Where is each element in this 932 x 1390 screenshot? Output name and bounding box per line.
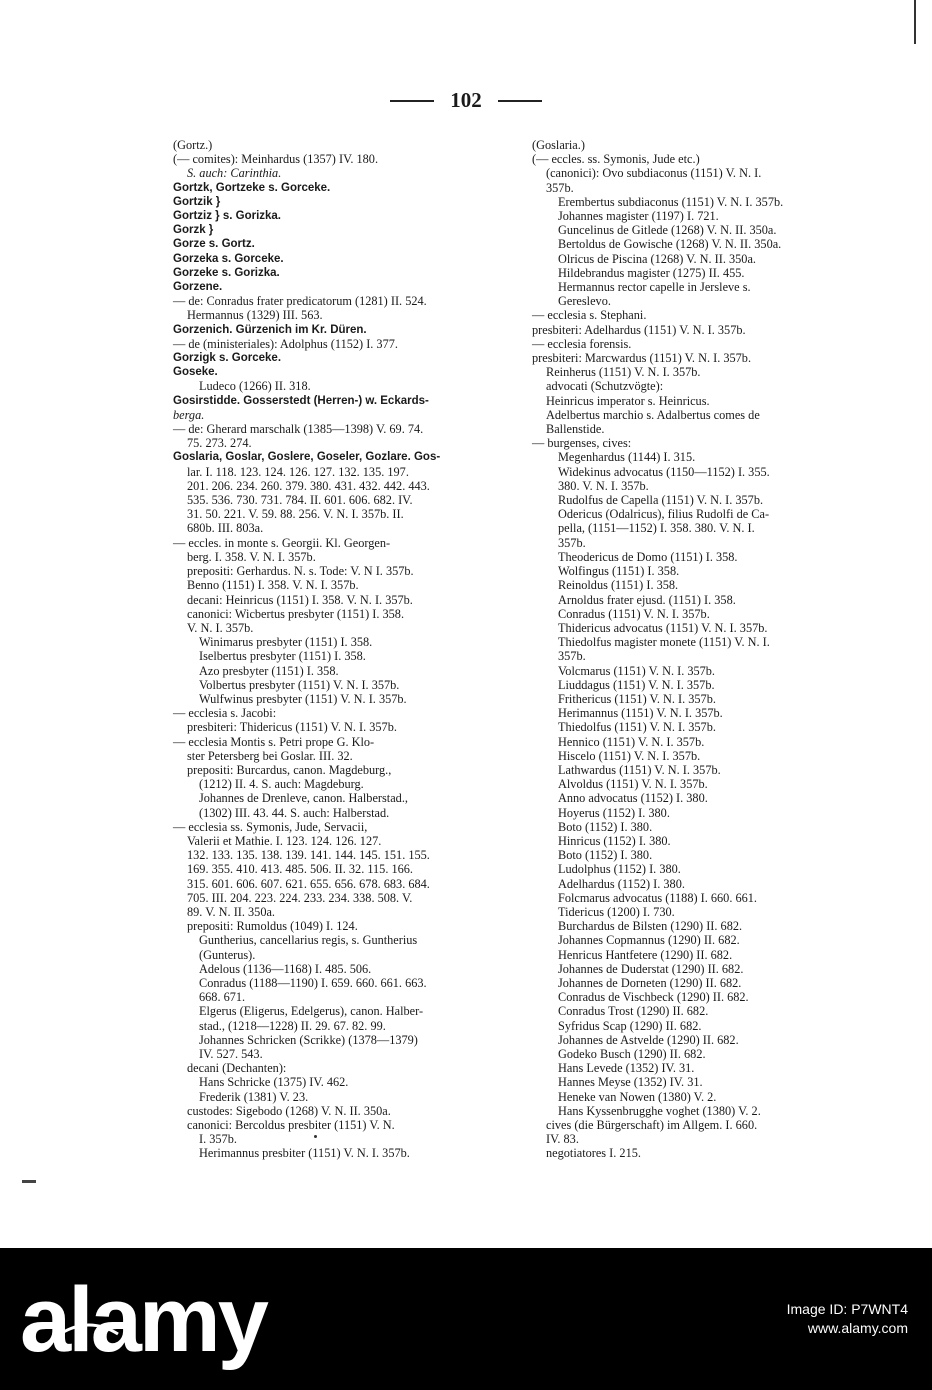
index-entry-line: — de: Gherard marschalk (1385—1398) V. 69. 74.	[173, 422, 424, 437]
index-entry-line: Thiedolfus (1151) V. N. I. 357b.	[558, 720, 716, 735]
index-entry-line: canonici: Wicbertus presbyter (1151) I. 358.	[187, 606, 405, 621]
index-entry-line: Gorzeka s. Gorceke.	[173, 252, 284, 265]
index-entry-line: Goslaria, Goslar, Goslere, Goseler, Gozlare. Gos-	[173, 451, 441, 464]
index-entry-line: Heneke van Nowen (1380) V. 2.	[558, 1089, 717, 1104]
index-entry-line: — ecclesia forensis.	[532, 336, 632, 351]
index-entry-line: 357b.	[558, 649, 586, 664]
header-rule-right	[498, 100, 542, 102]
index-entry-line: Thidericus advocatus (1151) V. N. I. 357b.	[558, 620, 768, 635]
right-column	[532, 138, 860, 1161]
index-entry-line: Johannes de Astvelde (1290) II. 682.	[558, 1032, 739, 1047]
index-entry-line: Wulfwinus presbyter (1151) V. N. I. 357b.	[199, 691, 407, 706]
index-entry-line: 201. 206. 234. 260. 379. 380. 431. 432. 442. 443.	[187, 478, 430, 493]
index-entry-line: Volcmarus (1151) V. N. I. 357b.	[558, 663, 716, 678]
index-entry-line: (— eccles. ss. Symonis, Jude etc.)	[532, 152, 700, 167]
index-entry-line: Gortzik }	[173, 195, 221, 208]
index-entry-line: Frithericus (1151) V. N. I. 357b.	[558, 691, 716, 706]
index-entry-line: advocati (Schutzvögte):	[546, 379, 664, 394]
index-entry-line: ster Petersberg bei Goslar. III. 32.	[187, 748, 353, 763]
index-entry-line: Goseke.	[173, 366, 218, 379]
index-entry-line: Lathwardus (1151) V. N. I. 357b.	[558, 762, 721, 777]
site-url: www.alamy.com	[807, 1320, 908, 1336]
index-entry-line: berg. I. 358. V. N. I. 357b.	[187, 549, 316, 564]
index-entry-line: Ludolphus (1152) I. 380.	[558, 862, 681, 877]
index-entry-line: prepositi: Rumoldus (1049) I. 124.	[187, 919, 358, 934]
index-entry-line: negotiatores I. 215.	[546, 1146, 641, 1161]
index-entry-line: Boto (1152) I. 380.	[558, 848, 653, 863]
index-entry-line: Bertoldus de Gowische (1268) V. N. II. 350a.	[558, 237, 782, 252]
image-id: Image ID: P7WNT4	[786, 1301, 908, 1317]
index-entry-line: Hildebrandus magister (1275) II. 455.	[558, 265, 745, 280]
index-entry-line: I. 357b.	[199, 1132, 237, 1147]
index-entry-line: Hermannus rector capelle in Jersleve s.	[558, 280, 751, 295]
index-entry-line: Gorzk }	[173, 224, 214, 237]
index-entry-line: Burchardus de Bilsten (1290) II. 682.	[558, 919, 743, 934]
index-entry-line: Ludeco (1266) II. 318.	[199, 379, 311, 394]
index-entry-line: — ecclesia ss. Symonis, Jude, Servacii,	[173, 819, 368, 834]
index-entry-line: prepositi: Gerhardus. N. s. Tode: V. N I. 357b.	[187, 564, 414, 579]
index-entry-line: Megenhardus (1144) I. 315.	[558, 450, 696, 465]
index-entry-line: Conradus (1151) V. N. I. 357b.	[558, 606, 710, 621]
page-edge-line	[914, 0, 916, 44]
index-entry-line: (1302) III. 43. 44. S. auch: Halberstad.	[199, 805, 390, 820]
index-entry-line: cives (die Bürgerschaft) im Allgem. I. 660.	[546, 1118, 758, 1133]
index-entry-line: Widekinus advocatus (1150—1152) I. 355.	[558, 464, 770, 479]
page-header	[0, 88, 932, 113]
index-entry-line: Olricus de Piscina (1268) V. N. II. 350a.	[558, 251, 756, 266]
index-entry-line: Godeko Busch (1290) II. 682.	[558, 1047, 706, 1061]
index-entry-line: — ecclesia Montis s. Petri prope G. Klo-	[173, 734, 375, 749]
index-entry-line: Conradus Trost (1290) II. 682.	[558, 1004, 709, 1019]
ink-dot	[314, 1135, 317, 1138]
index-entry-line: — de: Conradus frater predicatorum (1281) II. 524.	[173, 294, 427, 309]
index-entry-line: 357b.	[558, 535, 586, 550]
index-entry-line: Gorzenich. Gürzenich im Kr. Düren.	[173, 323, 367, 336]
index-entry-line: Guntherius, cancellarius regis, s. Guntherius	[199, 933, 418, 948]
index-entry-line: — de (ministeriales): Adolphus (1152) I. 377.	[173, 336, 398, 351]
index-entry-line: (Gunterus).	[199, 947, 256, 962]
index-entry-line: Erembertus subdiaconus (1151) V. N. I. 357b.	[558, 194, 784, 209]
index-entry-line: Gereslevo.	[558, 294, 611, 309]
index-entry-line: Hans Levede (1352) IV. 31.	[558, 1061, 695, 1076]
index-entry-line: — eccles. in monte s. Georgii. Kl. Georgen-	[173, 535, 391, 550]
index-entry-line: Johannes Copmannus (1290) II. 682.	[558, 933, 740, 948]
left-column	[173, 138, 513, 1161]
alamy-logo-icon	[58, 1318, 120, 1338]
index-entry-line: Rudolfus de Capella (1151) V. N. I. 357b.	[558, 493, 764, 508]
index-entry-line: Iselbertus presbyter (1151) I. 358.	[199, 649, 366, 664]
index-entry-line: decani: Heinricus (1151) I. 358. V. N. I. 357b.	[187, 592, 413, 607]
index-entry-line: Folcmarus advocatus (1188) I. 660. 661.	[558, 890, 757, 905]
index-entry-line: V. N. I. 357b.	[187, 620, 254, 635]
index-entry-line: Theodericus de Domo (1151) I. 358.	[558, 549, 738, 564]
index-entry-line: Winimarus presbyter (1151) I. 358.	[199, 635, 373, 650]
index-entry-line: Adelous (1136—1168) I. 485. 506.	[199, 961, 372, 976]
index-entry-line: Azo presbyter (1151) I. 358.	[199, 663, 339, 678]
index-entry-line: — ecclesia s. Stephani.	[532, 308, 647, 323]
watermark-brand: alamy	[20, 1269, 266, 1371]
index-entry-line: 315. 601. 606. 607. 621. 655. 656. 678. 683. 684.	[187, 876, 430, 891]
index-entry-line: Conradus (1188—1190) I. 659. 660. 661. 663.	[199, 975, 427, 990]
index-entry-line: Adelhardus (1152) I. 380.	[558, 876, 685, 891]
index-entry-line: Reinherus (1151) V. N. I. 357b.	[546, 365, 701, 380]
index-entry-line: 535. 536. 730. 731. 784. II. 601. 606. 682. IV.	[187, 493, 413, 508]
index-entry-line: (Goslaria.)	[532, 138, 585, 152]
watermark-info	[787, 1300, 908, 1338]
index-entry-line: decani (Dechanten):	[187, 1061, 287, 1076]
index-entry-line: Gortziz } s. Gorizka.	[173, 210, 281, 223]
page-number: 102	[450, 88, 482, 112]
index-entry-line: — ecclesia s. Jacobi:	[173, 706, 277, 721]
index-entry-line: Hoyerus (1152) I. 380.	[558, 805, 670, 820]
index-entry-line: Hermannus (1329) III. 563.	[187, 308, 323, 323]
index-entry-line: Hiscelo (1151) V. N. I. 357b.	[558, 748, 701, 763]
index-entry-line: Benno (1151) I. 358. V. N. I. 357b.	[187, 578, 359, 593]
index-entry-line: Valerii et Mathie. I. 123. 124. 126. 127.	[187, 833, 382, 848]
index-entry-line: presbiteri: Marcwardus (1151) V. N. I. 357b.	[532, 351, 752, 366]
index-entry-line: (Gortz.)	[173, 138, 213, 152]
watermark-banner	[0, 1248, 932, 1390]
index-entry-line: Wolfingus (1151) I. 358.	[558, 564, 680, 579]
index-entry-line: (— comites): Meinhardus (1357) IV. 180.	[173, 152, 379, 167]
index-entry-line: canonici: Bercoldus presbiter (1151) V. N.	[187, 1118, 395, 1133]
index-entry-line: pella, (1151—1152) I. 358. 380. V. N. I.	[558, 521, 755, 536]
index-entry-line: Henricus Hantfetere (1290) II. 682.	[558, 947, 733, 962]
index-entry-line: Gosirstidde. Gosserstedt (Herren-) w. Eckards-	[173, 394, 429, 407]
index-entry-line: — burgenses, cives:	[532, 436, 632, 451]
index-entry-line: Boto (1152) I. 380.	[558, 819, 653, 834]
index-entry-line: (canonici): Ovo subdiaconus (1151) V. N. I.	[546, 166, 762, 181]
index-entry-line: Odericus (Odalricus), filius Rudolfi de Ca-	[558, 507, 770, 522]
index-entry-line: (1212) II. 4. S. auch: Magdeburg.	[199, 777, 364, 792]
index-entry-line: Hennico (1151) V. N. I. 357b.	[558, 734, 705, 749]
header-rule-left	[390, 100, 434, 102]
index-entry-line: Johannes magister (1197) I. 721.	[558, 209, 719, 224]
index-entry-line: Tidericus (1200) I. 730.	[558, 904, 675, 919]
index-entry-line: Anno advocatus (1152) I. 380.	[558, 791, 708, 806]
index-entry-line: Volbertus presbyter (1151) V. N. I. 357b.	[199, 677, 400, 692]
index-entry-line: 75. 273. 274.	[187, 436, 252, 451]
index-entry-line: Gorzigk s. Gorceke.	[173, 352, 282, 365]
index-entry-line: Elgerus (Eligerus, Edelgerus), canon. Halber-	[199, 1004, 424, 1019]
index-entry-line: 31. 50. 221. V. 59. 88. 256. V. N. I. 357b. II.	[187, 507, 404, 522]
index-entry-line: 357b.	[546, 180, 574, 195]
scan-speck	[22, 1180, 36, 1183]
index-entry-line: prepositi: Burcardus, canon. Magdeburg.,	[187, 762, 392, 777]
index-entry-line: Gorze s. Gortz.	[173, 238, 255, 251]
index-entry-line: Herimannus (1151) V. N. I. 357b.	[558, 706, 723, 721]
index-entry-line: S. auch: Carinthia.	[187, 166, 282, 181]
index-entry-line: Syfridus Scap (1290) II. 682.	[558, 1018, 702, 1033]
index-entry-line: Hans Kyssenbrugghe voghet (1380) V. 2.	[558, 1103, 761, 1118]
index-entry-line: 89. V. N. II. 350a.	[187, 904, 276, 919]
index-entry-line: Adelbertus marchio s. Adalbertus comes de	[546, 407, 760, 422]
index-entry-line: Conradus de Vischbeck (1290) II. 682.	[558, 990, 749, 1005]
index-entry-line: Heinricus imperator s. Heinricus.	[546, 393, 710, 408]
index-entry-line: Gortzk, Gortzeke s. Gorceke.	[173, 181, 331, 194]
index-entry-line: IV. 83.	[546, 1132, 579, 1147]
index-entry-line: IV. 527. 543.	[199, 1047, 263, 1061]
index-entry-line: 380. V. N. I. 357b.	[558, 478, 649, 493]
index-entry-line: Reinoldus (1151) I. 358.	[558, 578, 679, 593]
index-entry-line: Johannes Schricken (Scrikke) (1378—1379)	[199, 1032, 418, 1047]
index-entry-line: Ballenstide.	[546, 422, 605, 437]
index-entry-line: 705. III. 204. 223. 224. 233. 234. 338. 508. V.	[187, 890, 413, 905]
index-entry-line: Thiedolfus magister monete (1151) V. N. I.	[558, 635, 770, 650]
index-entry-line: presbiteri: Adelhardus (1151) V. N. I. 357b.	[532, 322, 746, 337]
index-entry-line: presbiteri: Thidericus (1151) V. N. I. 357b.	[187, 720, 397, 735]
index-entry-line: Johannes de Dorneten (1290) II. 682.	[558, 975, 742, 990]
index-entry-line: 169. 355. 410. 413. 485. 506. II. 32. 115. 166.	[187, 862, 414, 877]
index-entry-line: lar. I. 118. 123. 124. 126. 127. 132. 135. 197.	[187, 464, 409, 479]
index-entry-line: Liuddagus (1151) V. N. I. 357b.	[558, 677, 715, 692]
index-entry-line: Alvoldus (1151) V. N. I. 357b.	[558, 777, 708, 792]
index-entry-line: Herimannus presbiter (1151) V. N. I. 357b.	[199, 1146, 410, 1161]
index-entry-line: Guncelinus de Gitlede (1268) V. N. II. 350a.	[558, 223, 777, 238]
index-entry-line: berga.	[173, 407, 205, 422]
index-entry-line: Gorzeke s. Gorizka.	[173, 266, 280, 279]
index-entry-line: Hinricus (1152) I. 380.	[558, 833, 671, 848]
index-entry-line: Gorzene.	[173, 281, 223, 294]
index-entry-line: Frederik (1381) V. 23.	[199, 1089, 309, 1104]
index-entry-line: 680b. III. 803a.	[187, 521, 264, 536]
index-entry-line: 668. 671.	[199, 990, 246, 1005]
index-entry-line: Arnoldus frater ejusd. (1151) I. 358.	[558, 592, 736, 607]
index-entry-line: custodes: Sigebodo (1268) V. N. II. 350a.	[187, 1103, 391, 1118]
index-entry-line: stad., (1218—1228) II. 29. 67. 82. 99.	[199, 1018, 386, 1033]
index-entry-line: Johannes de Duderstat (1290) II. 682.	[558, 961, 744, 976]
index-entry-line: Hans Schricke (1375) IV. 462.	[199, 1075, 349, 1090]
index-entry-line: Hannes Meyse (1352) IV. 31.	[558, 1075, 703, 1090]
index-entry-line: Johannes de Drenleve, canon. Halberstad.,	[199, 791, 408, 806]
index-entry-line: 132. 133. 135. 138. 139. 141. 144. 145. 151. 155.	[187, 848, 430, 863]
